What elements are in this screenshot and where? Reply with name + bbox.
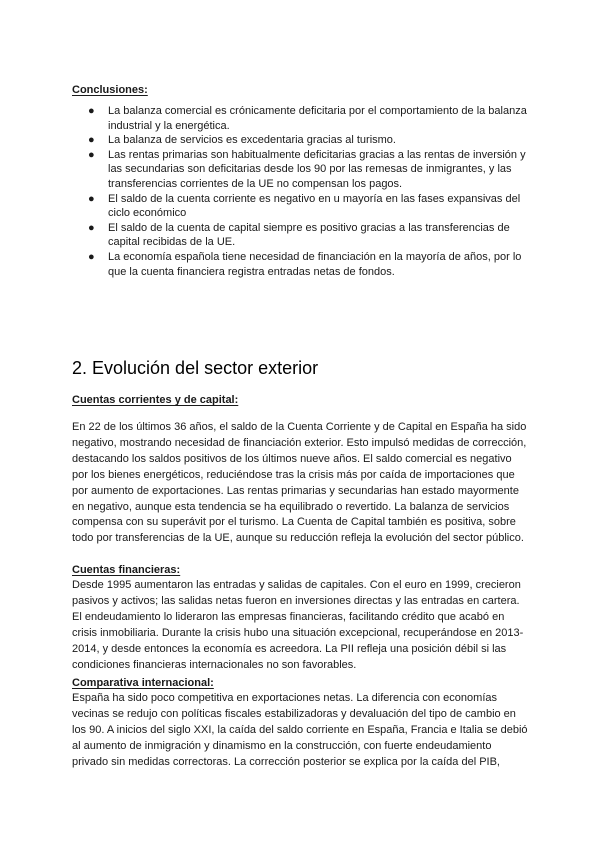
list-item-text: El saldo de la cuenta de capital siempre es positivo gracias a las transferencias de capital recibidas de la UE. xyxy=(108,221,510,249)
list-item xyxy=(72,104,528,133)
list-item xyxy=(72,133,528,148)
conclusions-block xyxy=(72,82,528,279)
financial-accounts-title: Cuentas financieras: xyxy=(72,564,181,576)
international-comparison-text: España ha sido poco competitiva en exportaciones netas. La diferencia con economías vecinas se redujo con políticas fiscales estabilizadoras y devaluación del tipo de cambio en los 90. A inicios del siglo XXI, la caída del saldo corriente en España, Francia e Italia se debió al aumento de inmigración y dinamismo en la construcción, con fuerte endeudamiento privado sin medidas correctoras. La corrección posterior se explica por la caída del PIB, xyxy=(72,692,528,768)
current-accounts-title: Cuentas corrientes y de capital: xyxy=(72,394,239,406)
bullet-icon: ● xyxy=(88,250,95,263)
bullet-icon: ● xyxy=(88,105,95,117)
current-accounts-text: En 22 de los últimos 36 años, el saldo de la Cuenta Corriente y de Capital en España ha sido negativo, mostrando necesidad de financiación exterior. Esto impulsó medidas de corrección, destacando los saldos positivos de los últimos nueve años. El saldo comercial es negativo por los bienes energéticos, reduciéndose tras la crisis más por caída de importaciones que por aumento de exportaciones. Las rentas primarias y secundarias han estado mayormente en negativo, aunque esta tendencia se ha equilibrado o revertido. La balanza de servicios compensa con su superávit por el turismo. La Cuenta de Capital también es positiva, sobre todo por transferencias de la UE, aunque su reducción refleja la evolución del sector público. xyxy=(72,421,527,545)
financial-accounts-text: Desde 1995 aumentaron las entradas y salidas de capitales. Con el euro en 1999, crecieron pasivos y activos; las salidas netas fueron en inversiones directas y las entradas en cartera. El endeudamiento lo lideraron las empresas financieras, facilitando crédito que acabó en crisis inmobiliaria. Durante la crisis hubo una situación excepcional, recuperándose en 2013-2014, y desde entonces la economía es acreedora. La PII refleja una posición débil si las condiciones financieras internacionales no son favorables. xyxy=(72,579,524,671)
financial-accounts-block xyxy=(72,562,528,673)
current-accounts-block xyxy=(72,392,528,547)
bullet-icon: ● xyxy=(88,192,95,205)
section-title: 2. Evolución del sector exterior xyxy=(72,358,319,378)
bullet-icon: ● xyxy=(88,221,95,234)
list-item xyxy=(72,192,528,221)
list-item xyxy=(72,221,528,250)
international-comparison-title: Comparativa internacional: xyxy=(72,677,214,689)
conclusions-list xyxy=(72,104,528,279)
international-comparison-block xyxy=(72,675,528,771)
bullet-icon: ● xyxy=(88,148,95,161)
list-item xyxy=(72,148,528,192)
list-item-text: La balanza de servicios es excedentaria gracias al turismo. xyxy=(108,134,396,147)
list-item-text: La economía española tiene necesidad de financiación en la mayoría de años, por lo que la cuenta financiera registra entradas netas de fondos. xyxy=(108,250,522,278)
list-item-text: Las rentas primarias son habitualmente deficitarias gracias a las rentas de inversión y las secundarias son deficitarias desde los 90 por las remesas de inmigrantes, y las transferencias corrientes de la UE no compensan los pagos. xyxy=(108,148,526,190)
list-item-text: El saldo de la cuenta corriente es negativo en u mayoría en las fases expansivas del ciclo económico xyxy=(108,192,521,220)
list-item-text: La balanza comercial es crónicamente deficitaria por el comportamiento de la balanza industrial y la energética. xyxy=(108,105,527,132)
conclusions-title: Conclusiones: xyxy=(72,84,148,96)
bullet-icon: ● xyxy=(88,134,95,147)
list-item xyxy=(72,250,528,279)
